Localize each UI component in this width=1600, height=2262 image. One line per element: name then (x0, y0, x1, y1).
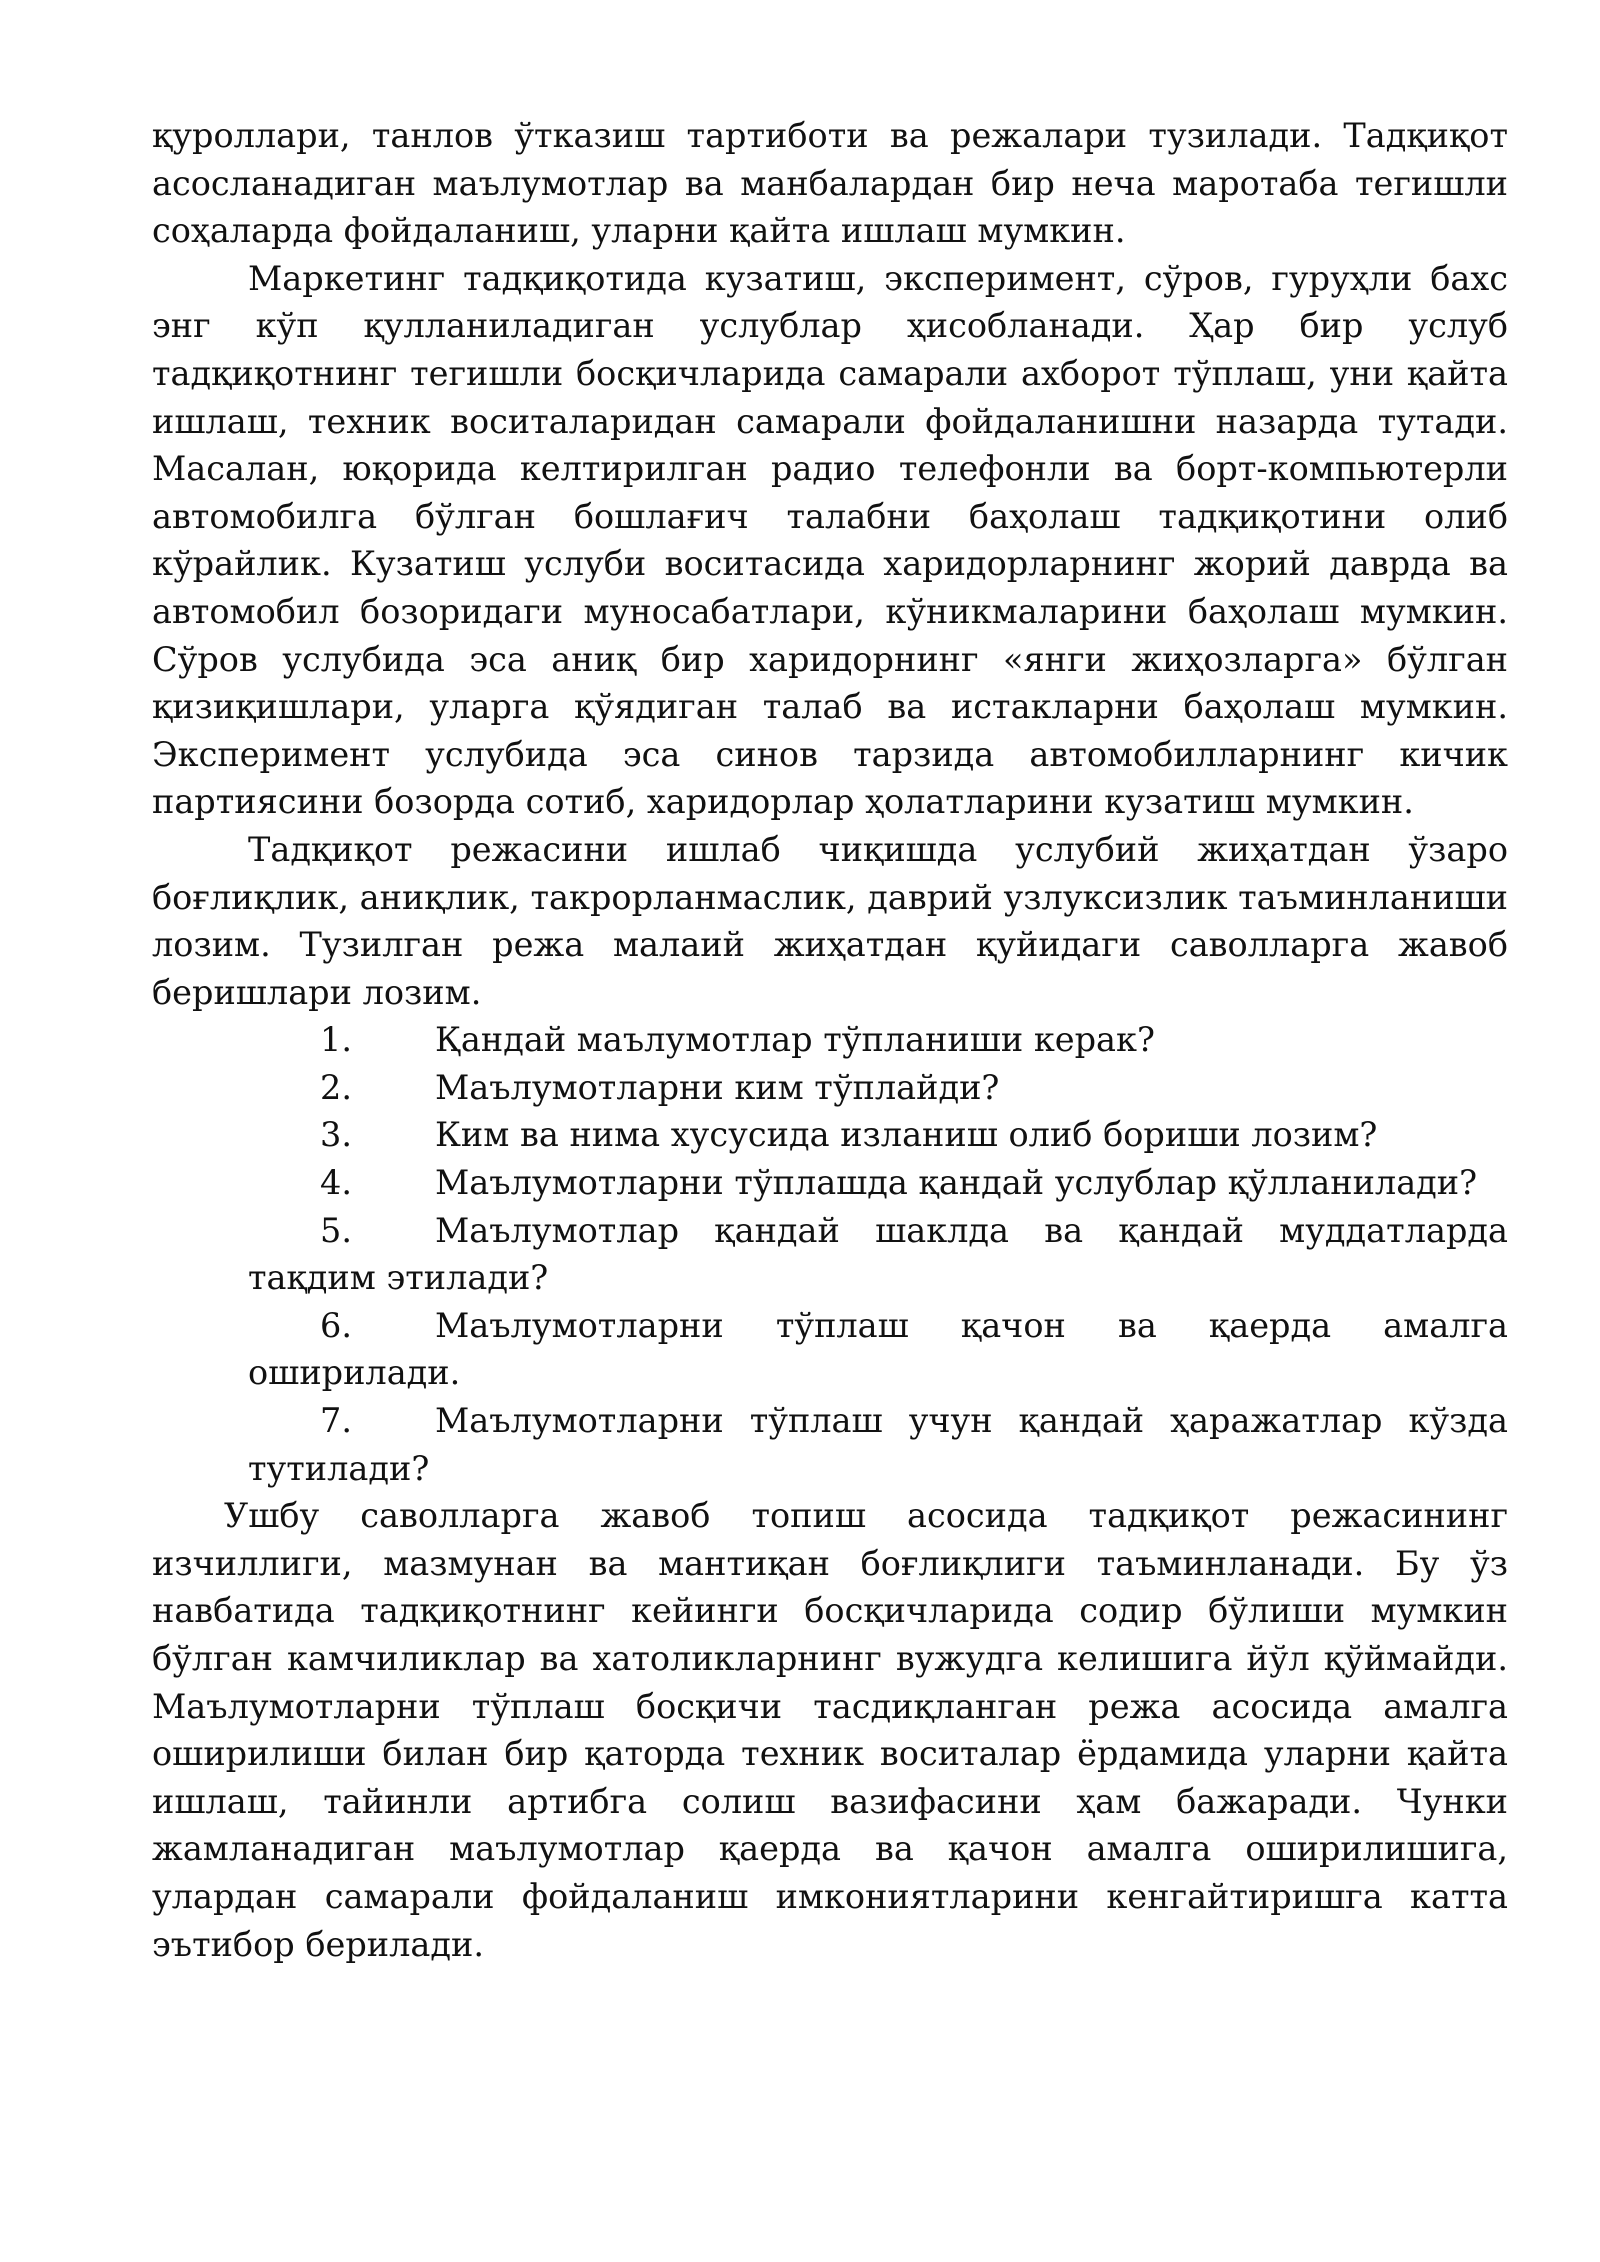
list-item-text: Маълумотларни тўплаш учун қандай ҳаражатлар кўзда (435, 1401, 1508, 1441)
list-item-line (152, 1111, 1508, 1159)
list-item-continuation: тақдим этилади? (248, 1258, 549, 1298)
list-item-number: 7. (320, 1401, 352, 1441)
list-item-number: 3. (320, 1115, 352, 1155)
list-item-line (152, 1302, 1508, 1350)
list-item-text: Маълумотларни тўплашда қандай услублар қўлланилади? (435, 1163, 1478, 1203)
list-item-text: Ким ва нима хусусида изланиш олиб бориши лозим? (435, 1115, 1378, 1155)
paragraph-4: Ушбу саволларга жавоб топиш асосида тадқиқот режасининг изчиллиги, мазмунан ва мантиқан боғлиқлиги таъминланади. Бу ўз навбатида тадқиқотнинг кейинги босқичларида содир бўлиши мумкин бўлган камчиликлар ва хатоликларнинг вужудга келишига йўл қўймайди. Маълумотларни тўплаш босқичи тасдиқланган режа асосида амалга оширилиши билан бир қаторда техник воситалар ёрдамида уларни қайта ишлаш, тайинли артибга солиш вазифасини ҳам бажаради. Чунки жамланадиган маълумотлар қаерда ва қачон амалга оширилишига, улардан самарали фойдаланиш имкониятларини кенгайтиришга катта эътибор берилади. (152, 1496, 1508, 1964)
list-item-line (152, 1207, 1508, 1255)
list-item-line (152, 1016, 1508, 1064)
list-item-number: 5. (320, 1210, 352, 1250)
list-item-continuation: оширилади. (248, 1353, 461, 1393)
list-item-text: Маълумотлар қандай шаклда ва қандай муддатларда (435, 1210, 1508, 1250)
list-item (152, 1302, 1508, 1397)
list-item-number: 6. (320, 1305, 352, 1345)
list-item-number: 4. (320, 1163, 352, 1203)
list-item (152, 1111, 1508, 1159)
list-item (152, 1159, 1508, 1207)
paragraph-1: қуроллари, танлов ўтказиш тартиботи ва режалари тузилади. Тадқиқот асосланадиган маълумотлар ва манбалардан бир неча маротаба тегишли соҳаларда фойдаланиш, уларни қайта ишлаш мумкин. (152, 116, 1508, 251)
paragraph-2: Маркетинг тадқиқотида кузатиш, эксперимент, сўров, гуруҳли бахс энг кўп қулланиладиган услублар ҳисобланади. Ҳар бир услуб тадқиқотнинг тегишли босқичларида самарали ахборот тўплаш, уни қайта ишлаш, техник воситаларидан самарали фойдаланишни назарда тутади. Масалан, юқорида келтирилган радио телефонли ва борт-компьютерли автомобилга бўлган бошлағич талабни баҳолаш тадқиқотини олиб кўрайлик. Кузатиш услуби воситасида харидорларнинг жорий даврда ва автомобил бозоридаги муносабатлари, кўникмаларини баҳолаш мумкин. Сўров услубида эса аниқ бир харидорнинг «янги жиҳозларга» бўлган қизиқишлари, уларга қўядиган талаб ва истакларни баҳолаш мумкин. Эксперимент услубида эса синов тарзида автомобилларнинг кичик партиясини бозорда сотиб, харидорлар ҳолатларини кузатиш мумкин. (152, 258, 1508, 822)
list-item-number: 1. (320, 1020, 352, 1060)
list-item-line (152, 1397, 1508, 1445)
list-item-text: Маълумотларни тўплаш қачон ва қаерда амалга (435, 1305, 1508, 1345)
list-item (152, 1016, 1508, 1064)
list-item-text: Қандай маълумотлар тўпланиши керак? (435, 1020, 1155, 1060)
list-item-number: 2. (320, 1067, 352, 1107)
question-list (152, 1016, 1508, 1492)
list-item-line (152, 1064, 1508, 1112)
list-item-continuation: тутилади? (248, 1448, 430, 1488)
paragraph-3: Тадқиқот режасини ишлаб чиқишда услубий жиҳатдан ўзаро боғлиқлик, аниқлик, такрорланмаслик, даврий узлуксизлик таъминланиши лозим. Тузилган режа малаий жиҳатдан қуйидаги саволларга жавоб беришлари лозим. (152, 829, 1508, 1012)
list-item-text: Маълумотларни ким тўплайди? (435, 1067, 1000, 1107)
list-item (152, 1397, 1508, 1492)
list-item-line (152, 1159, 1508, 1207)
document-page (152, 112, 1508, 1968)
list-item (152, 1064, 1508, 1112)
list-item (152, 1207, 1508, 1302)
